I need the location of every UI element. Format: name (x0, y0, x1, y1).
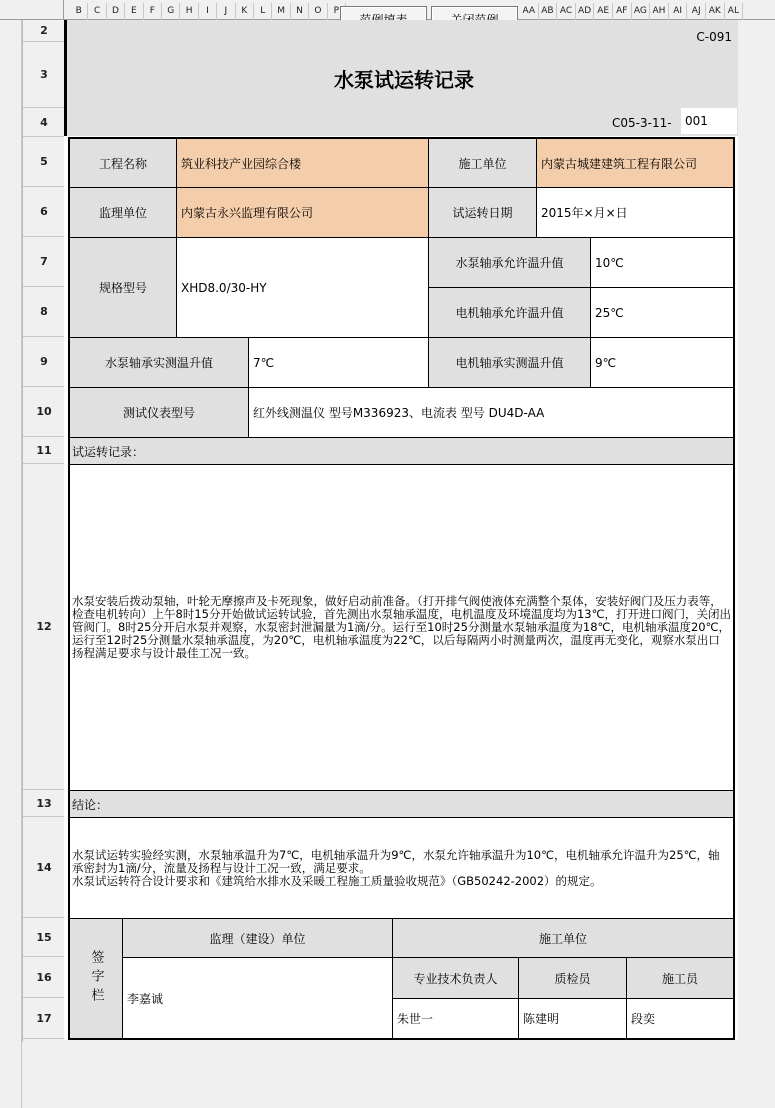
column-header-f[interactable]: F (144, 3, 162, 20)
inspector-signature[interactable]: 陈建明 (518, 998, 627, 1039)
motor-bearing-measured-value[interactable]: 9℃ (590, 337, 734, 388)
column-header-c[interactable]: C (88, 3, 106, 20)
column-header-o[interactable]: O (309, 3, 327, 20)
row-header-15[interactable]: 15 (23, 918, 65, 957)
row-header-16[interactable]: 16 (23, 957, 65, 998)
supervision-unit-label: 监理（建设）单位 (122, 918, 393, 958)
column-header-ac[interactable]: AC (557, 3, 576, 20)
row-header-11[interactable]: 11 (23, 437, 65, 464)
empty-area (22, 1042, 775, 1108)
tech-lead-signature[interactable]: 朱世一 (392, 998, 519, 1039)
motor-bearing-measured-label: 电机轴承实测温升值 (428, 337, 591, 388)
column-header-g[interactable]: G (162, 3, 180, 20)
form-code: C-091 (696, 30, 732, 44)
conclusion-line-1: 水泵试运转实验经实测，水泵轴承温升为7℃，电机轴承温升为9℃，水泵允许轴承温升为10℃，电机轴承允许温升为25℃，轴承密封为1滴/分，流量及扬程与设计工况一致，满足要求。 (72, 847, 720, 875)
row-header-9[interactable]: 9 (23, 337, 65, 387)
right-gray-area (738, 20, 775, 1042)
record-label: 试运转记录： (69, 437, 734, 465)
pump-bearing-measured-label: 水泵轴承实测温升值 (69, 337, 249, 388)
column-header-aa[interactable]: AA (520, 3, 539, 20)
column-header-af[interactable]: AF (613, 3, 632, 20)
project-name-value[interactable]: 筑业科技产业园综合楼 (176, 138, 429, 188)
column-header-ag[interactable]: AG (632, 3, 651, 20)
form-sheet (64, 20, 738, 1040)
sign-label: 签字栏 (88, 950, 104, 1007)
trial-date-value[interactable]: 2015年×月×日 (536, 187, 734, 238)
row-header-17[interactable]: 17 (23, 998, 65, 1039)
form-number-value[interactable]: 001 (681, 108, 737, 134)
column-header-ah[interactable]: AH (650, 3, 669, 20)
project-name-label: 工程名称 (69, 138, 177, 188)
column-header-h[interactable]: H (180, 3, 198, 20)
inspector-label: 质检员 (518, 957, 627, 999)
motor-bearing-allow-value[interactable]: 25℃ (590, 287, 734, 338)
select-all-corner[interactable] (0, 0, 64, 20)
spec-value[interactable]: XHD8.0/30-HY (176, 237, 429, 338)
spec-label: 规格型号 (69, 237, 177, 338)
tech-lead-label: 专业技术负责人 (392, 957, 519, 999)
record-text-cell[interactable] (69, 464, 734, 791)
conclusion-label: 结论： (69, 790, 734, 818)
column-header-ab[interactable]: AB (539, 3, 558, 20)
record-text: 水泵安装后拨动泵轴，叶轮无摩擦声及卡死现象，做好启动前准备。（打开排气阀使液体充满整个泵体，安装好阀门及压力表等，检查电机转向）上午8时15分开始做试运转试验，首先测出水泵轴承温度，电机温度及环境温度均为13℃，打开进口阀门，关闭出管阀门。8时25分开启水泵并观察，水泵密封泄漏量为1滴/分。运行至10时25分测量水泵轴承温度为18℃，电机轴承温度20℃，运行至12时25分测量水泵轴承温度，为20℃，电机轴承温度为22℃，以后每隔两小时测量两次，温度再无变化，观察水泵出口扬程满足要求与设计最佳工况一致。 (72, 594, 731, 660)
column-header-ae[interactable]: AE (594, 3, 613, 20)
row-header-7[interactable]: 7 (23, 237, 65, 287)
column-header-aj[interactable]: AJ (687, 3, 706, 20)
row-header-4[interactable]: 4 (23, 108, 65, 137)
column-header-al[interactable]: AL (725, 3, 744, 20)
row-header-bar (22, 20, 64, 1042)
form-number-prefix: C05-3-11- (612, 116, 672, 130)
form-header (64, 20, 738, 136)
row-header-12[interactable]: 12 (23, 464, 65, 790)
worker-label: 施工员 (626, 957, 734, 999)
column-header-i[interactable]: I (199, 3, 217, 20)
trial-date-label: 试运转日期 (428, 187, 537, 238)
pump-bearing-measured-value[interactable]: 7℃ (248, 337, 429, 388)
row-header-10[interactable]: 10 (23, 387, 65, 437)
column-header-b[interactable]: B (70, 3, 88, 20)
motor-bearing-allow-label: 电机轴承允许温升值 (428, 287, 591, 338)
column-header-n[interactable]: N (291, 3, 309, 20)
supervisor-label: 监理单位 (69, 187, 177, 238)
conclusion-text-cell[interactable] (69, 817, 734, 919)
worker-signature[interactable]: 段奕 (626, 998, 734, 1039)
column-header-k[interactable]: K (236, 3, 254, 20)
column-header-ad[interactable]: AD (576, 3, 595, 20)
contractor-value[interactable]: 内蒙古城建建筑工程有限公司 (536, 138, 734, 188)
row-header-13[interactable]: 13 (23, 790, 65, 817)
sign-label-cell (69, 918, 123, 1039)
conclusion-line-2: 水泵试运转符合设计要求和《建筑给水排水及采暖工程施工质量验收规范》（GB50242-2002）的规定。 (72, 873, 602, 888)
page-title: 水泵试运转记录 (334, 68, 474, 92)
instrument-label: 测试仪表型号 (69, 387, 249, 438)
row-header-14[interactable]: 14 (23, 817, 65, 918)
instrument-value[interactable]: 红外线测温仪 型号M336923、电流表 型号 DU4D-AA (248, 387, 734, 438)
row-header-6[interactable]: 6 (23, 187, 65, 237)
row-header-8[interactable]: 8 (23, 287, 65, 337)
construction-unit-label: 施工单位 (392, 918, 734, 958)
pump-bearing-allow-value[interactable]: 10℃ (590, 237, 734, 288)
row-header-3[interactable]: 3 (23, 42, 65, 108)
column-header-ai[interactable]: AI (669, 3, 688, 20)
supervision-signature[interactable]: 李嘉诚 (122, 957, 393, 1039)
column-header-j[interactable]: J (217, 3, 235, 20)
row-header-5[interactable]: 5 (23, 137, 65, 187)
row-header-2[interactable]: 2 (23, 20, 65, 42)
contractor-label: 施工单位 (428, 138, 537, 188)
column-header-ak[interactable]: AK (706, 3, 725, 20)
outline-gutter (0, 20, 22, 1108)
pump-bearing-allow-label: 水泵轴承允许温升值 (428, 237, 591, 288)
column-header-p[interactable]: P (328, 3, 346, 20)
supervisor-value[interactable]: 内蒙古永兴监理有限公司 (176, 187, 429, 238)
column-header-d[interactable]: D (107, 3, 125, 20)
column-header-l[interactable]: L (254, 3, 272, 20)
column-header-e[interactable]: E (125, 3, 143, 20)
column-header-m[interactable]: M (272, 3, 290, 20)
